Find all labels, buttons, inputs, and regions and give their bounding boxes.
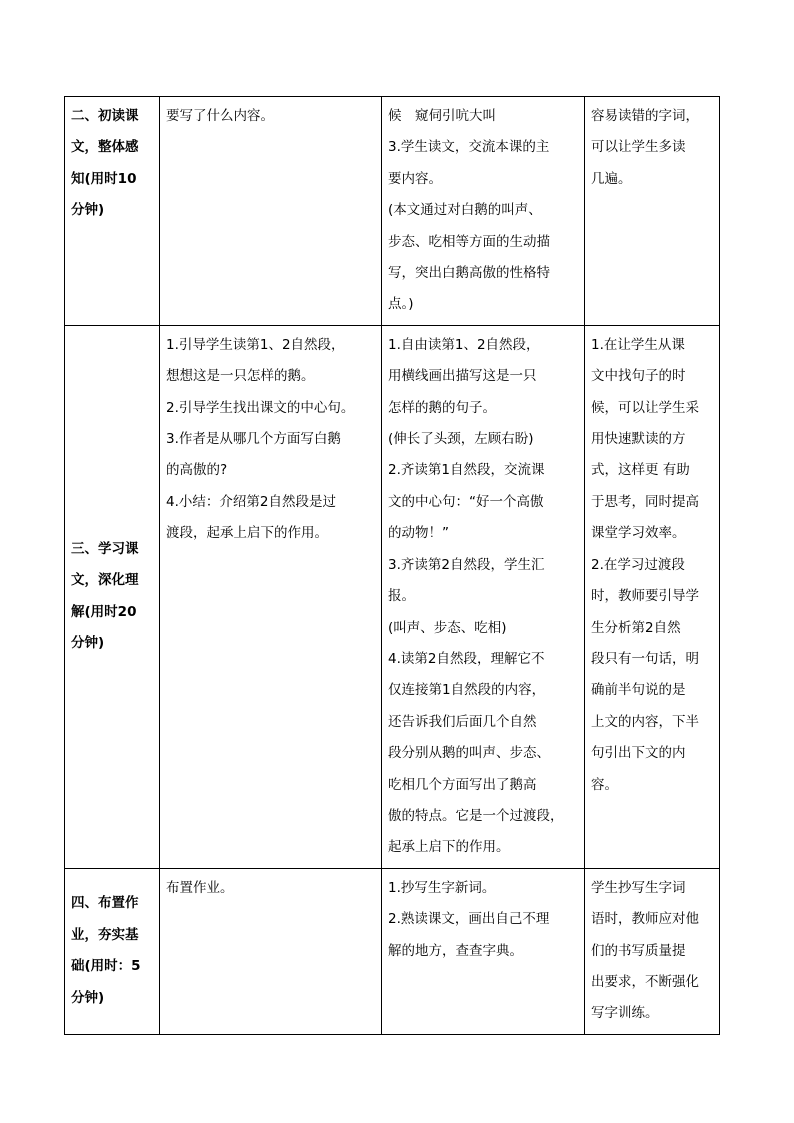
student-line: (伸长了头颈，左顾右盼) — [388, 431, 534, 448]
student-line: 3.学生读文，交流本课的主 — [388, 139, 550, 156]
intent-line: 学生抄写生字词 — [591, 879, 686, 896]
stage-line: 础(用时：5 — [71, 958, 141, 975]
student-line: (本文通过对白鹅的叫声、 — [388, 202, 542, 219]
teacher-line: 想想这是一只怎样的鹅。 — [166, 368, 315, 385]
table-row — [65, 325, 720, 868]
teacher-line: 布置作业。 — [166, 879, 234, 896]
design-intent-cell — [585, 325, 720, 868]
student-line: 1.抄写生字新词。 — [388, 879, 496, 896]
student-line: 吃相几个方面写出了鹅高 — [388, 776, 537, 793]
stage-line: 四、布置作 — [71, 895, 139, 912]
teacher-line: 要写了什么内容。 — [166, 108, 274, 124]
stage-line: 文，深化理 — [71, 572, 139, 589]
intent-line: 于思考，同时提高 — [591, 493, 699, 510]
intent-line: 上文的内容，下半 — [591, 713, 699, 730]
intent-line: 文中找句子的时 — [591, 368, 686, 385]
student-line: 2.齐读第1自然段，交流课 — [388, 462, 545, 479]
stage-line: 知(用时10 — [71, 170, 137, 187]
stage-line: 分钟) — [71, 202, 105, 219]
intent-line: 出要求，不断强化 — [591, 973, 699, 990]
student-line: 候 窥伺引吭大叫 — [388, 108, 496, 124]
table-row — [65, 868, 720, 1034]
student-line: 点。) — [388, 296, 414, 313]
intent-line: 时，教师要引导学 — [591, 588, 699, 605]
intent-line: 可以让学生多读 — [591, 139, 686, 156]
intent-line: 句引出下文的内 — [591, 745, 686, 762]
student-line: 怎样的鹅的句子。 — [388, 399, 496, 416]
teacher-activity-cell — [160, 325, 382, 868]
teacher-line: 的高傲的? — [166, 462, 228, 479]
intent-line: 式，这样更 有助 — [591, 462, 690, 479]
intent-line: 写字训练。 — [591, 1005, 659, 1022]
student-line: (叫声、步态、吃相) — [388, 619, 507, 636]
student-line: 3.齐读第2自然段，学生汇 — [388, 556, 545, 573]
student-line: 仅连接第1自然段的内容， — [388, 682, 546, 699]
intent-line: 候，可以让学生采 — [591, 399, 699, 416]
student-line: 起承上启下的作用。 — [388, 839, 510, 856]
stage-cell — [65, 97, 160, 326]
student-line: 解的地方，查查字典。 — [388, 942, 523, 959]
stage-line: 三、学习课 — [71, 540, 139, 557]
student-line: 步态、吃相等方面的生动描 — [388, 233, 550, 250]
table-row — [65, 97, 720, 326]
student-line: 报。 — [388, 588, 415, 605]
teacher-activity-cell — [160, 97, 382, 326]
intent-line: 语时，教师应对他 — [591, 911, 699, 928]
student-line: 2.熟读课文，画出自己不理 — [388, 911, 550, 928]
design-intent-cell — [585, 868, 720, 1034]
teacher-line: 渡段，起承上启下的作用。 — [166, 525, 328, 542]
stage-line: 业，夯实基 — [71, 926, 139, 943]
intent-line: 段只有一句话，明 — [591, 650, 699, 667]
lesson-plan-table — [64, 96, 720, 1035]
stage-cell — [65, 325, 160, 868]
stage-cell — [65, 868, 160, 1034]
intent-line: 2.在学习过渡段 — [591, 556, 685, 573]
intent-line: 们的书写质量提 — [591, 942, 686, 959]
student-line: 的动物！” — [388, 525, 449, 542]
intent-line: 1.在让学生从课 — [591, 336, 685, 353]
student-activity-cell — [382, 868, 585, 1034]
student-line: 要内容。 — [388, 170, 442, 187]
student-line: 段分别从鹅的叫声、步态、 — [388, 745, 550, 762]
teacher-activity-cell — [160, 868, 382, 1034]
design-intent-cell — [585, 97, 720, 326]
student-line: 写，突出白鹅高傲的性格特 — [388, 265, 550, 282]
stage-line: 文，整体感 — [71, 139, 139, 156]
stage-line: 分钟) — [71, 635, 105, 652]
student-line: 还告诉我们后面几个自然 — [388, 713, 537, 730]
stage-line: 二、初读课 — [71, 108, 139, 124]
teacher-line: 1.引导学生读第1、2自然段， — [166, 336, 345, 353]
intent-line: 生分析第2自然 — [591, 619, 681, 636]
intent-line: 容。 — [591, 776, 618, 793]
intent-line: 几遍。 — [591, 170, 632, 187]
intent-line: 容易读错的字词， — [591, 108, 699, 124]
teacher-line: 2.引导学生找出课文的中心句。 — [166, 399, 355, 416]
student-line: 用横线画出描写这是一只 — [388, 368, 537, 385]
student-activity-cell — [382, 97, 585, 326]
student-line: 1.自由读第1、2自然段， — [388, 336, 540, 353]
student-line: 4.读第2自然段，理解它不 — [388, 650, 545, 667]
teacher-line: 4.小结：介绍第2自然段是过 — [166, 493, 336, 510]
teacher-line: 3.作者是从哪几个方面写白鹅 — [166, 431, 341, 448]
stage-line: 解(用时20 — [71, 603, 137, 620]
student-activity-cell — [382, 325, 585, 868]
student-line: 傲的特点。它是一个过渡段， — [388, 807, 564, 824]
intent-line: 用快速默读的方 — [591, 431, 686, 448]
intent-line: 确前半句说的是 — [591, 682, 686, 699]
intent-line: 课堂学习效率。 — [591, 525, 686, 542]
stage-line: 分钟) — [71, 989, 105, 1006]
student-line: 文的中心句：“好一个高傲 — [388, 493, 544, 510]
